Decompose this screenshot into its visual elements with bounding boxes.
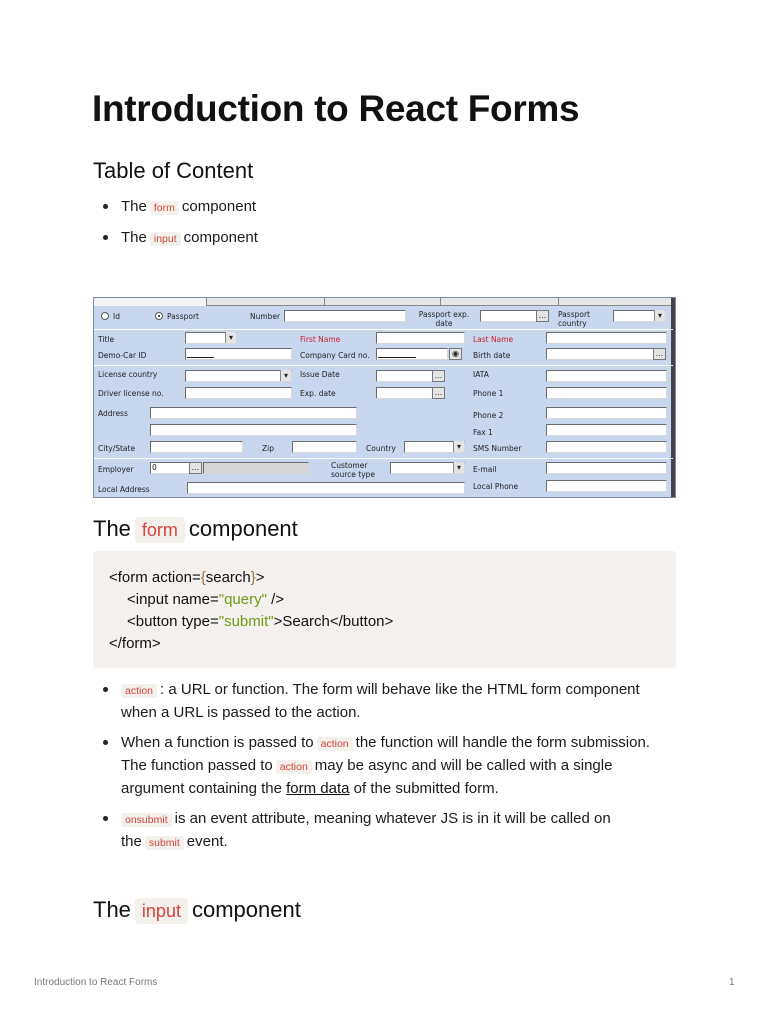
form-data-link[interactable]: form data xyxy=(286,780,350,797)
page-number: 1 xyxy=(729,977,735,988)
form-screenshot-image: Id Passport Number Passport exp. date ... Passport country ▾ Title ▾ First Name Last Name Demo-Car ID Company Card no. ◉ Birth date ... License country ▾ Issue Date ... IATA Driver license no. Exp. date ... Phone 1 Address Phone 2 Fax 1 City/State Zip Country ▾ SMS Number Employer 0 ... Customer source type ▾ E-mail Local Address Local Phone xyxy=(93,297,676,498)
notes-list xyxy=(103,679,673,862)
section-heading-input: The input component xyxy=(93,897,301,922)
inline-code: action xyxy=(121,684,157,698)
radio-id xyxy=(101,312,109,320)
code-line: </form> xyxy=(109,635,161,652)
toc-item-input[interactable]: The input component xyxy=(103,227,258,258)
inline-code: action xyxy=(317,737,353,751)
code-line: <input name="query" /> xyxy=(127,591,285,608)
code-line: <form action={search}> xyxy=(109,569,265,586)
inline-code: form xyxy=(150,201,179,215)
list-item: onsubmit is an event attribute, meaning whatever JS is in it will be called on the submit event. xyxy=(103,808,673,854)
code-block xyxy=(93,551,676,668)
inline-code: input xyxy=(150,232,181,246)
radio-passport xyxy=(155,312,163,320)
inline-code: onsubmit xyxy=(121,813,172,827)
inline-code: action xyxy=(276,760,312,774)
toc-heading: Table of Content xyxy=(93,158,254,183)
document-title: Introduction to React Forms xyxy=(92,88,580,129)
inline-code: submit xyxy=(145,836,184,850)
section-heading-form: The form component xyxy=(93,516,298,541)
inline-code: input xyxy=(135,898,188,924)
list-item: When a function is passed to action the function will handle the form submission. The function passed to action may be async and will be called with a single argument containing the form data of the submitted form. xyxy=(103,732,673,800)
footer-title: Introduction to React Forms xyxy=(34,977,158,988)
inline-code: form xyxy=(135,517,185,543)
screenshot-tab-strip xyxy=(94,298,676,306)
toc-list xyxy=(103,196,258,258)
code-line: <button type="submit">Search</button> xyxy=(127,613,394,630)
list-item: action : a URL or function. The form will behave like the HTML form component when a URL is passed to the action. xyxy=(103,679,673,724)
binoculars-icon: ◉ xyxy=(449,348,462,360)
toc-item-form[interactable]: The form component xyxy=(103,196,258,227)
